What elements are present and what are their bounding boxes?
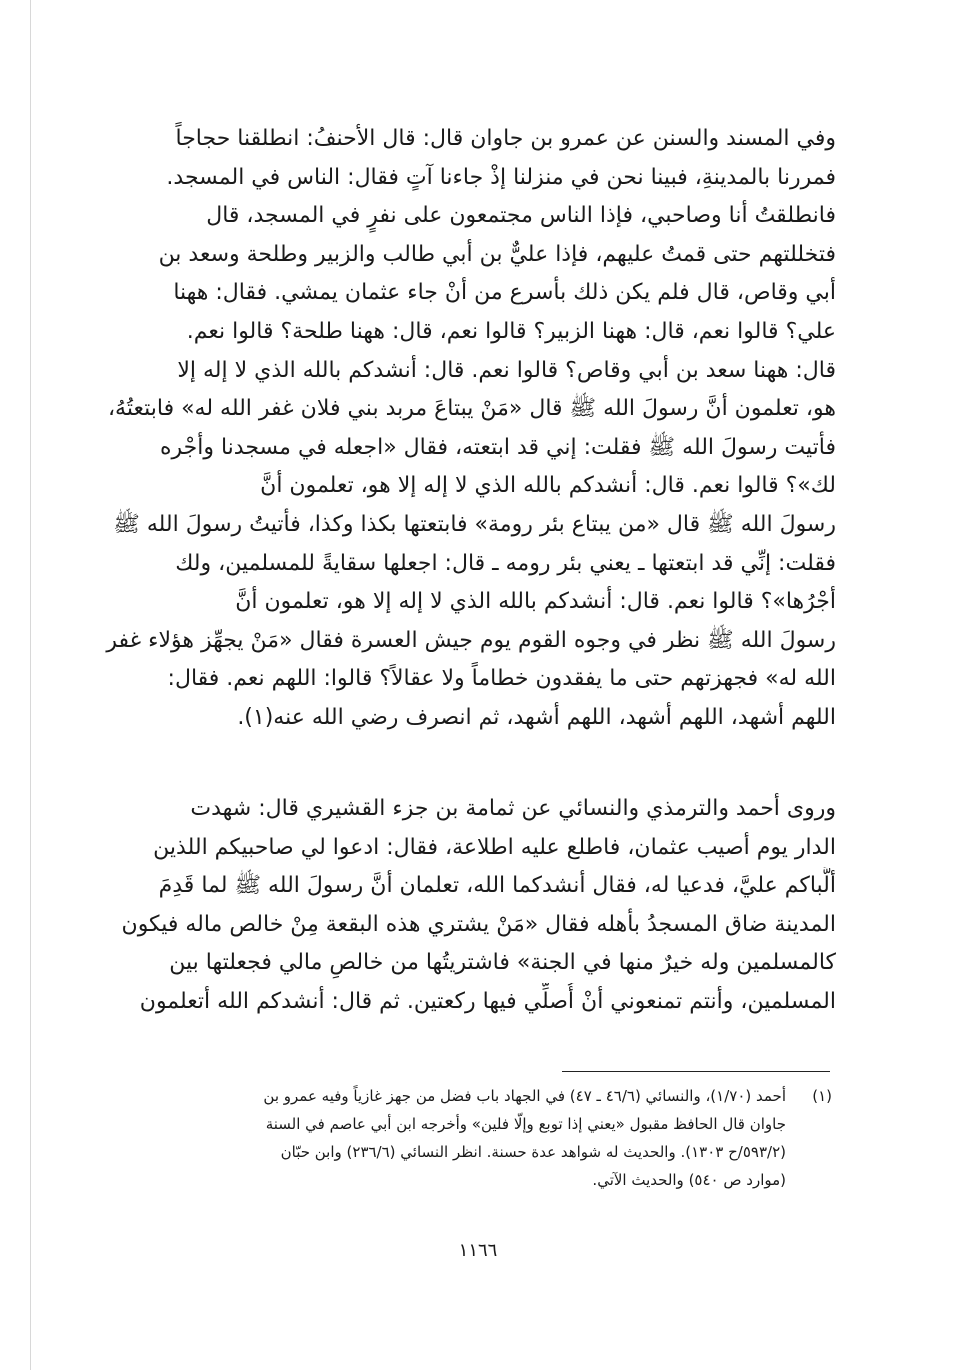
text-line: ألَّباكم عليَّ، فدعيا له، فقال أنشدكما الله، تعلمان أنَّ رسولَ الله ﷺ لما قَدِمَ — [158, 873, 836, 899]
scan-edge-line — [30, 0, 31, 1370]
text-line: فقلت: إنِّي قد ابتعتها ـ يعني بئر رومه ـ قال: اجعلها سقايةً للمسلمين، ولك — [175, 550, 836, 576]
text-line: الدار يوم أصيب عثمان، فاطلع عليه اطلاعة، فقال: ادعوا لي صاحبيكم اللذين — [153, 834, 836, 860]
footnote-line: (موارد ص ٥٤٠) والحديث الآتي. — [592, 1171, 786, 1189]
text-line: رسولَ الله ﷺ نظر في وجوه القوم يوم جيش العسرة فقال «مَنْ يجهِّز هؤلاء غفر — [106, 627, 836, 653]
text-line: فتخللتهم حتى قمتُ عليهم، فإذا عليٌّ بن أبي طالب والزبير وطلحة وسعد بن — [158, 241, 836, 267]
footnote-line: أحمد (١/٧٠)، والنسائي (٤٦/٦ ـ ٤٧) في الجهاد باب فضل من جهز غازياً وفيه عمرو بن — [263, 1087, 786, 1105]
text-line: علي؟ قالوا نعم، قال: ههنا الزبير؟ قالوا نعم، قال: ههنا طلحة؟ قالوا نعم. — [186, 318, 836, 344]
text-line: لك»؟ قالوا نعم. قال: أنشدكم بالله الذي لا إله إلا هو، تعلمون أنَّ — [260, 473, 836, 499]
footnote-divider — [562, 1071, 830, 1072]
text-line: قال: ههنا سعد بن أبي وقاص؟ قالوا نعم. قال: أنشدكم بالله الذي لا إله إلا — [177, 357, 836, 383]
text-line: المسلمين، وأنتم تمنعوني أنْ أُصلِّي فيها ركعتين. ثم قال: أنشدكم الله أتعلمون — [139, 988, 836, 1014]
text-line: المدينة ضاق المسجدُ بأهله فقال «مَنْ يشتري هذه البقعة مِنْ خالص ماله فيكون — [121, 911, 836, 937]
text-line: هو، تعلمون أنَّ رسولَ الله ﷺ قال «مَنْ يبتاعَ مربد بني فلان غفر الله له» فابتعتُهُ، — [107, 396, 836, 422]
footnote-entry — [90, 1082, 832, 1194]
footnote-line: (٥٩٣/٢/ح ١٣٠٣). والحديث له شواهد عدة حسنة. انظر النسائي (٢٣٦/٦) وابن حبّان — [280, 1143, 786, 1161]
paragraph-2 — [96, 790, 836, 1022]
footnote-line: جاوان قال الحافظ مقبول «يعني إذا توبع وإلّا فلين» وأخرجه ابن أبي عاصم في السنة — [265, 1115, 786, 1133]
text-line: رسولَ الله ﷺ قال «من يبتاع بئر رومة» فابتعتها بكذا وكذا، فأتيتُ رسولَ الله ﷺ — [113, 511, 836, 537]
paragraph-1 — [96, 120, 836, 738]
text-line: فمررنا بالمدينةِ، فبينا نحن في منزلنا إذْ جاءنا آتٍ فقال: الناس في المسجد. — [166, 164, 836, 190]
page-number: ١١٦٦ — [458, 1240, 498, 1261]
footnote — [90, 1082, 832, 1194]
text-line: فانطلقتُ أنا وصاحبي، فإذا الناس مجتمعون على نفرٍ في المسجد، قال — [206, 203, 836, 229]
text-line: الله له» فجهزتهم حتى ما يفقدون خطاماً ولا عقالاً؟ قالوا: اللهم نعم. فقال: — [167, 666, 836, 692]
footnote-number: (١) — [812, 1087, 832, 1105]
text-line: وفي المسند والسنن عن عمرو بن جاوان قال: قال الأحنفُ: انطلقنا حجاجاً — [175, 126, 836, 151]
text-line: كالمسلمين وله خيرٌ منها في الجنة» فاشتريتُها من خالصِ مالي فجعلتها بين — [169, 950, 836, 976]
text-line: وروى أحمد والترمذي والنسائي عن ثمامة بن جزء القشيري قال: شهدت — [190, 796, 836, 821]
text-line: اللهم أشهد، اللهم أشهد، اللهم أشهد، ثم انصرف رضي الله عنه(١). — [237, 704, 836, 730]
text-line: فأتيت رسولَ الله ﷺ فقلت: إني قد ابتعته، فقال «اجعله في مسجدنا وأجْره — [159, 434, 836, 460]
text-line: أجْرُها»؟ قالوا نعم. قال: أنشدكم بالله الذي لا إله إلا هو، تعلمون أنَّ — [235, 589, 836, 615]
text-line: أبي وقاص، قال فلم يكن ذلك بأسرع من أنْ جاء عثمان يمشي. فقال: ههنا — [173, 280, 836, 306]
